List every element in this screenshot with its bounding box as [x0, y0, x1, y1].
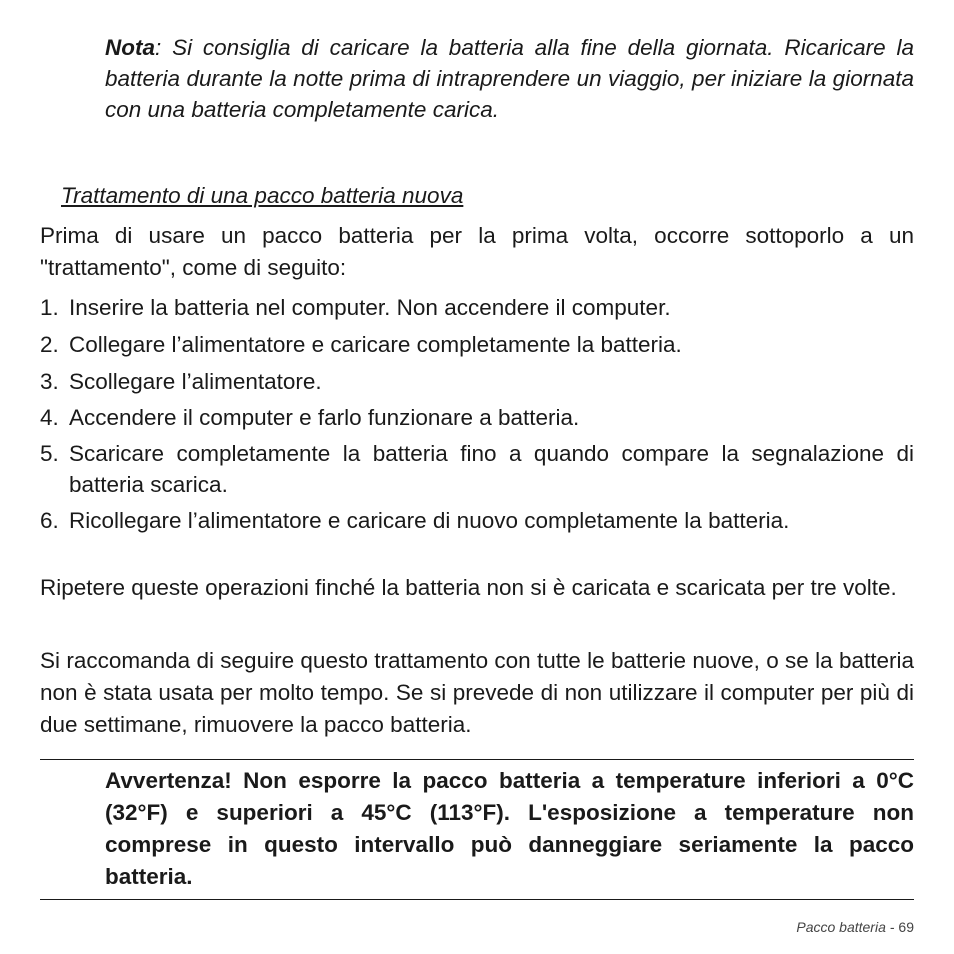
list-item [40, 402, 914, 433]
list-number: 6. [40, 508, 59, 533]
list-number: 4. [40, 405, 59, 430]
steps-list [40, 292, 914, 536]
list-number: 2. [40, 332, 59, 357]
list-text: Scollegare l’alimentatore. [69, 369, 322, 394]
note-block [105, 32, 914, 125]
list-item [40, 438, 914, 500]
page-number: 69 [898, 919, 914, 935]
section-heading: Trattamento di una pacco batteria nuova [61, 183, 464, 208]
list-text: Collegare l’alimentatore e caricare completamente la batteria. [69, 332, 682, 357]
list-text: Scaricare completamente la batteria fino a quando compare la segnalazione di batteria scarica. [69, 441, 914, 497]
page-footer [796, 918, 914, 936]
list-item [40, 366, 914, 397]
intro-paragraph: Prima di usare un pacco batteria per la prima volta, occorre sottoporlo a un "trattamento", come di seguito: [40, 223, 914, 280]
list-item [40, 329, 914, 360]
recommend-paragraph: Si raccomanda di seguire questo trattamento con tutte le batterie nuove, o se la batteria non è stata usata per molto tempo. Se si prevede di non utilizzare il computer per più di due settimane, rimuovere la pacco batteria. [40, 648, 914, 737]
list-text: Inserire la batteria nel computer. Non accendere il computer. [69, 295, 671, 320]
warning-bottom-rule [40, 899, 914, 900]
footer-section: Pacco batteria - [796, 919, 895, 935]
note-label: Nota [105, 35, 155, 60]
list-text: Accendere il computer e farlo funzionare a batteria. [69, 405, 580, 430]
list-item [40, 292, 914, 323]
list-number: 5. [40, 441, 59, 466]
list-text: Ricollegare l’alimentatore e caricare di nuovo completamente la batteria. [69, 508, 790, 533]
warning-block: Avvertenza! Non esporre la pacco batteria a temperature inferiori a 0°C (32°F) e superiori a 45°C (113°F). L'esposizione a temperature non comprese in questo intervallo può danneggiare seriamente la pacco batteria. [105, 768, 914, 889]
list-number: 3. [40, 369, 59, 394]
warning-top-rule [40, 759, 914, 760]
note-text: : Si consiglia di caricare la batteria alla fine della giornata. Ricaricare la batteria durante la notte prima di intraprendere un viaggio, per iniziare la giornata con una batteria completamente carica. [105, 35, 914, 122]
list-item [40, 505, 914, 536]
repeat-paragraph: Ripetere queste operazioni finché la batteria non si è caricata e scaricata per tre volte. [40, 575, 897, 600]
list-number: 1. [40, 295, 59, 320]
